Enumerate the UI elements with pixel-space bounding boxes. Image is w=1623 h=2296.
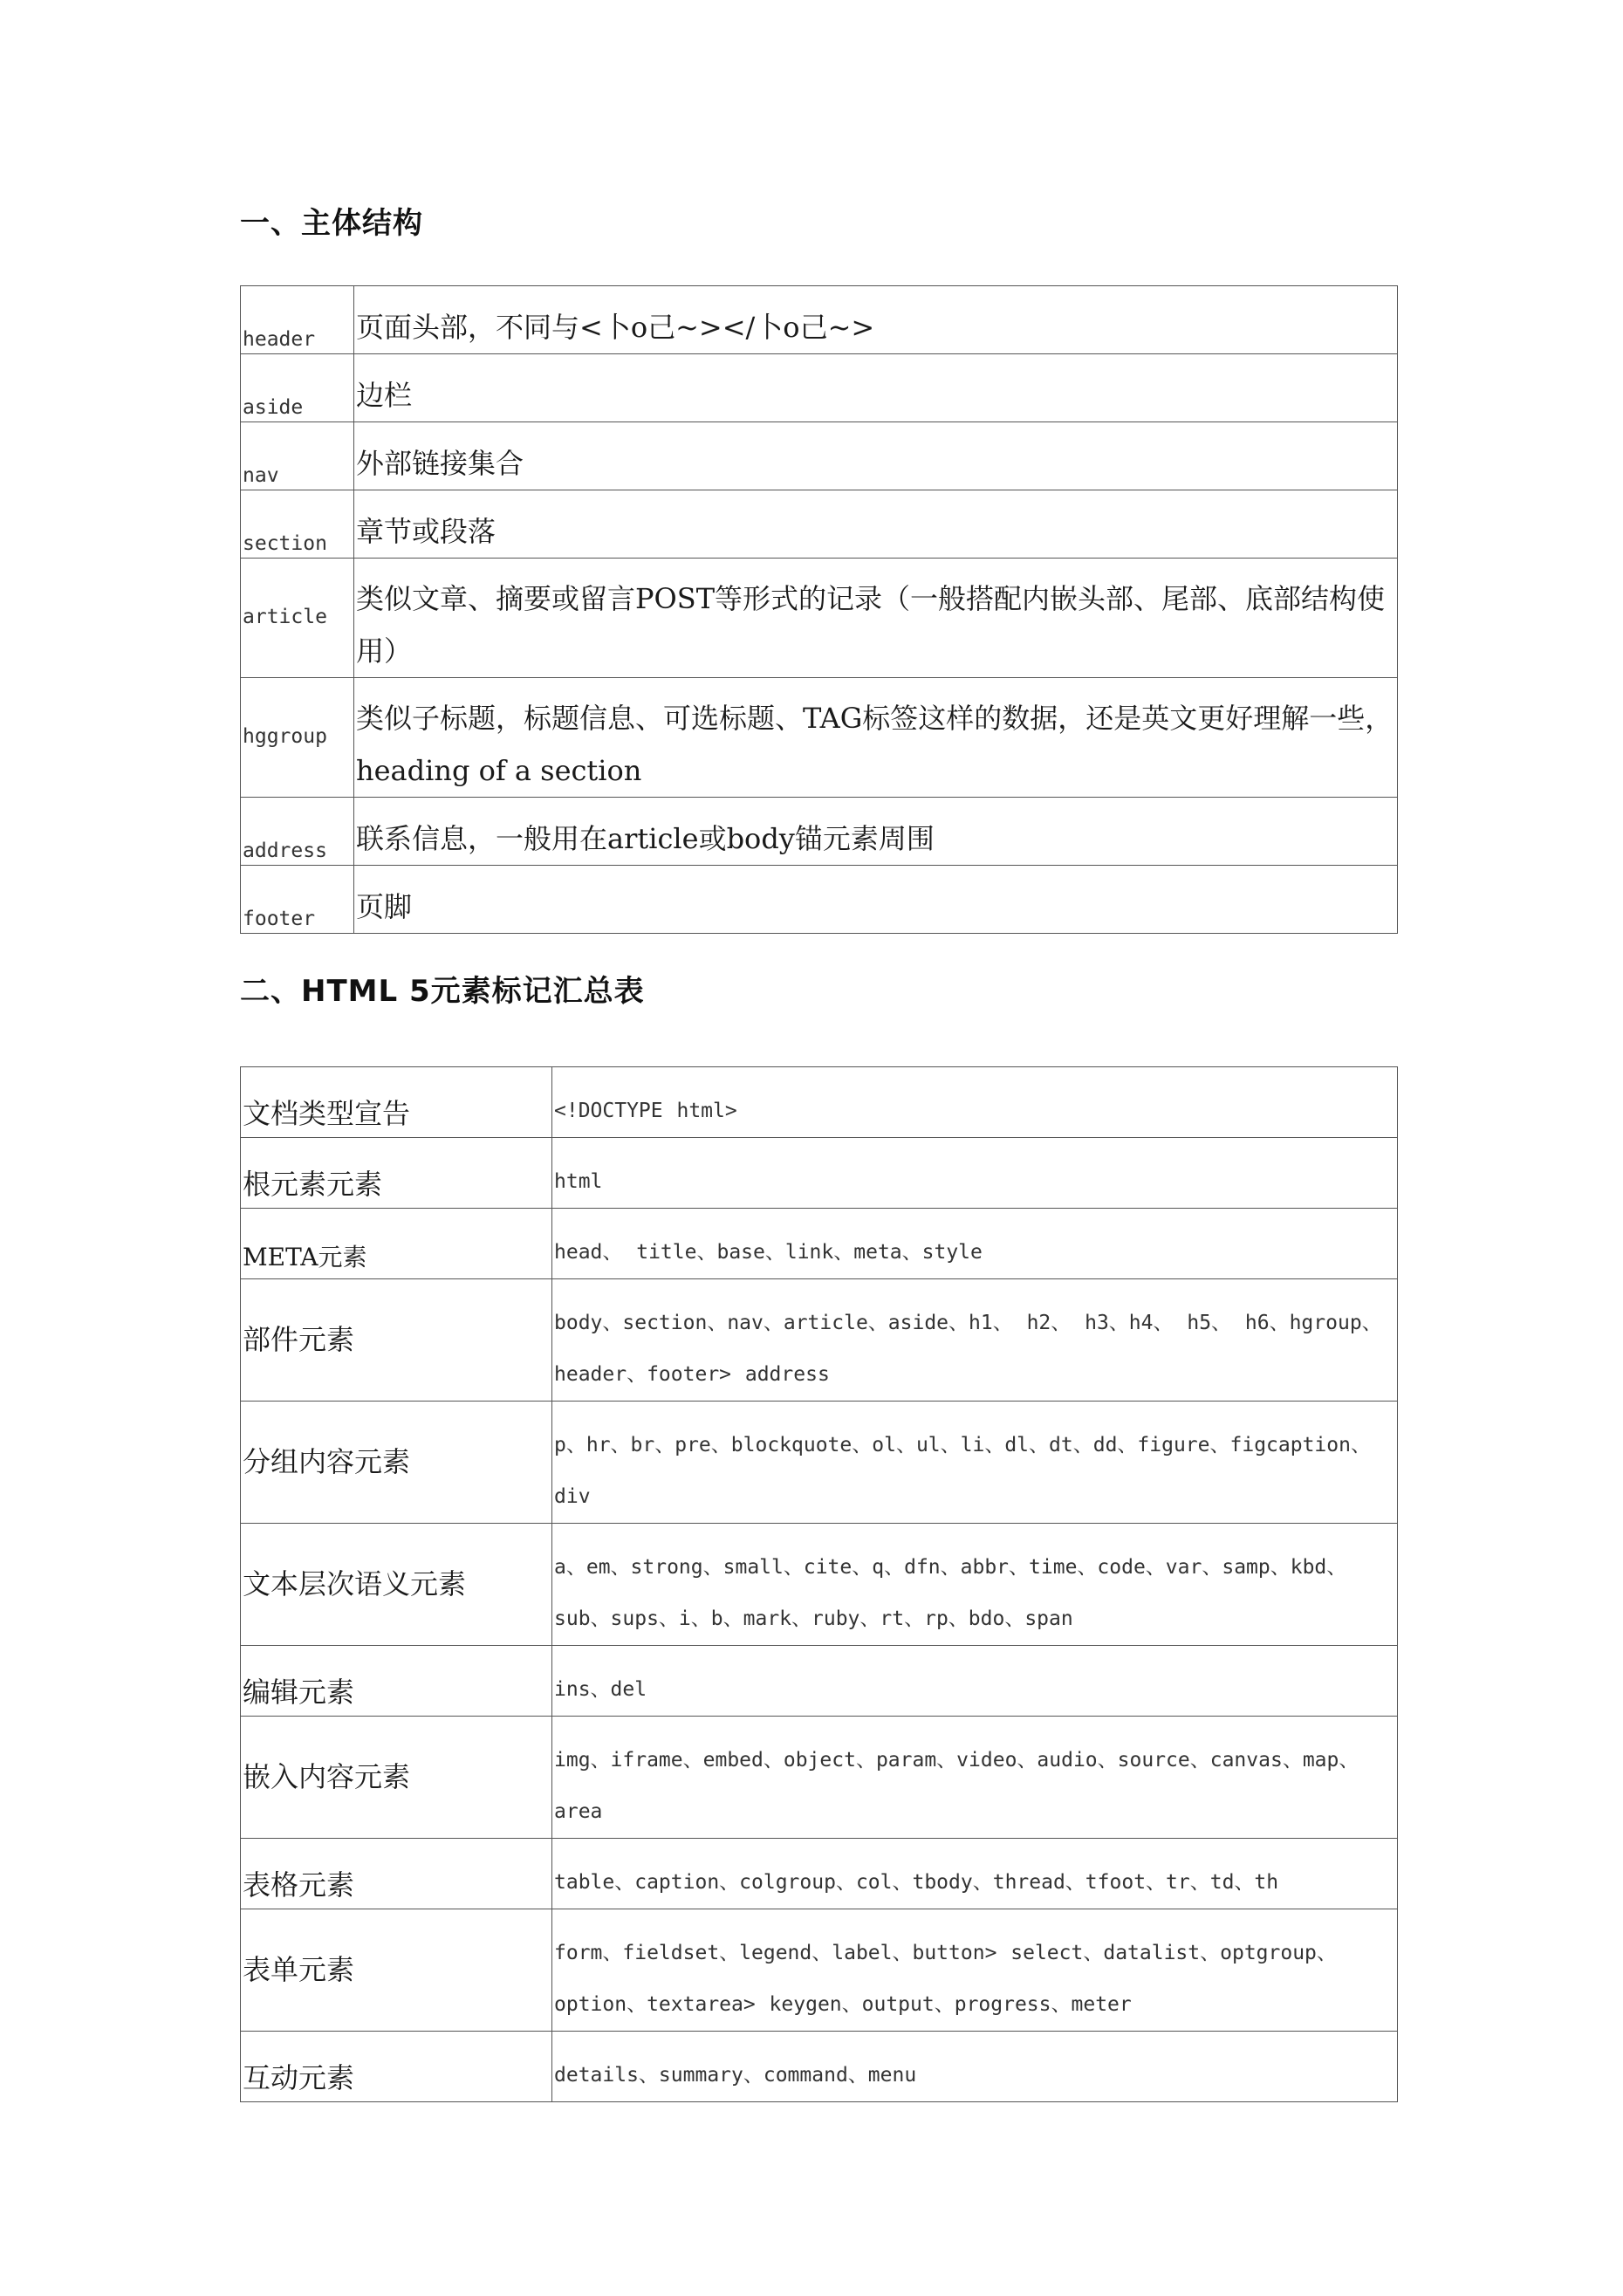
table-row xyxy=(241,1067,1398,1138)
table-row xyxy=(241,354,1398,422)
table-row xyxy=(241,1646,1398,1717)
table-row xyxy=(241,798,1398,866)
elements-cell: <!DOCTYPE html> xyxy=(552,1067,1398,1138)
elements-cell: html xyxy=(552,1138,1398,1209)
description-cell: 类似子标题，标题信息、可选标题、TAG标签这样的数据，还是英文更好理解一些，heading of a section xyxy=(354,678,1398,798)
tag-cell: address xyxy=(241,798,354,866)
elements-cell: details、summary、command、menu xyxy=(552,2032,1398,2102)
table-row xyxy=(241,1839,1398,1909)
description-cell: 边栏 xyxy=(354,354,1398,422)
table-row xyxy=(241,1279,1398,1402)
table-row xyxy=(241,1138,1398,1209)
table-row xyxy=(241,1717,1398,1839)
description-cell: 类似文章、摘要或留言POST等形式的记录（一般搭配内嵌头部、尾部、底部结构使用） xyxy=(354,559,1398,678)
elements-cell: p、hr、br、pre、blockquote、ol、ul、li、dl、dt、dd、figure、figcaption、 div xyxy=(552,1402,1398,1524)
section-heading-structure: 一、主体结构 xyxy=(240,206,423,241)
category-cell: 文档类型宣告 xyxy=(241,1067,552,1138)
table-row xyxy=(241,559,1398,678)
table-row xyxy=(241,490,1398,559)
description-cell: 外部链接集合 xyxy=(354,422,1398,490)
table-row xyxy=(241,2032,1398,2102)
category-cell: 部件元素 xyxy=(241,1279,552,1402)
table-row xyxy=(241,286,1398,354)
elements-cell: body、section、nav、article、aside、h1、 h2、 h3、h4、 h5、 h6、hgroup、header、footer> address xyxy=(552,1279,1398,1402)
tag-cell: hggroup xyxy=(241,678,354,798)
category-cell: 嵌入内容元素 xyxy=(241,1717,552,1839)
tag-cell: article xyxy=(241,559,354,678)
table-row xyxy=(241,1402,1398,1524)
table-row xyxy=(241,866,1398,934)
category-cell: 编辑元素 xyxy=(241,1646,552,1717)
table-row xyxy=(241,678,1398,798)
tag-cell: nav xyxy=(241,422,354,490)
tag-cell: header xyxy=(241,286,354,354)
structure-table xyxy=(240,285,1398,934)
elements-cell: ins、del xyxy=(552,1646,1398,1717)
tag-cell: footer xyxy=(241,866,354,934)
section-heading-html5-summary: 二、HTML 5元素标记汇总表 xyxy=(240,974,645,1009)
category-cell: META元素 xyxy=(241,1209,552,1279)
description-cell: 页面头部，不同与<卜o己~></卜o己~> xyxy=(354,286,1398,354)
table-row xyxy=(241,1524,1398,1646)
category-cell: 表单元素 xyxy=(241,1909,552,2032)
category-cell: 分组内容元素 xyxy=(241,1402,552,1524)
element-summary-table xyxy=(240,1066,1398,2102)
category-cell: 根元素元素 xyxy=(241,1138,552,1209)
tag-cell: section xyxy=(241,490,354,559)
category-cell: 文本层次语义元素 xyxy=(241,1524,552,1646)
description-cell: 联系信息，一般用在article或body锚元素周围 xyxy=(354,798,1398,866)
elements-cell: head、 title、base、link、meta、style xyxy=(552,1209,1398,1279)
elements-cell: table、caption、colgroup、col、tbody、thread、tfoot、tr、td、th xyxy=(552,1839,1398,1909)
elements-cell: form、fieldset、legend、label、button> select、datalist、optgroup、option、textarea> keygen、output、progress、meter xyxy=(552,1909,1398,2032)
description-cell: 章节或段落 xyxy=(354,490,1398,559)
table-row xyxy=(241,422,1398,490)
tag-cell: aside xyxy=(241,354,354,422)
elements-cell: a、em、strong、small、cite、q、dfn、abbr、time、code、var、samp、kbd、sub、sups、i、b、mark、ruby、rt、rp、bdo、span xyxy=(552,1524,1398,1646)
table-row xyxy=(241,1209,1398,1279)
table-row xyxy=(241,1909,1398,2032)
description-cell: 页脚 xyxy=(354,866,1398,934)
category-cell: 互动元素 xyxy=(241,2032,552,2102)
elements-cell: img、iframe、embed、object、param、video、audio、source、canvas、map、area xyxy=(552,1717,1398,1839)
category-cell: 表格元素 xyxy=(241,1839,552,1909)
